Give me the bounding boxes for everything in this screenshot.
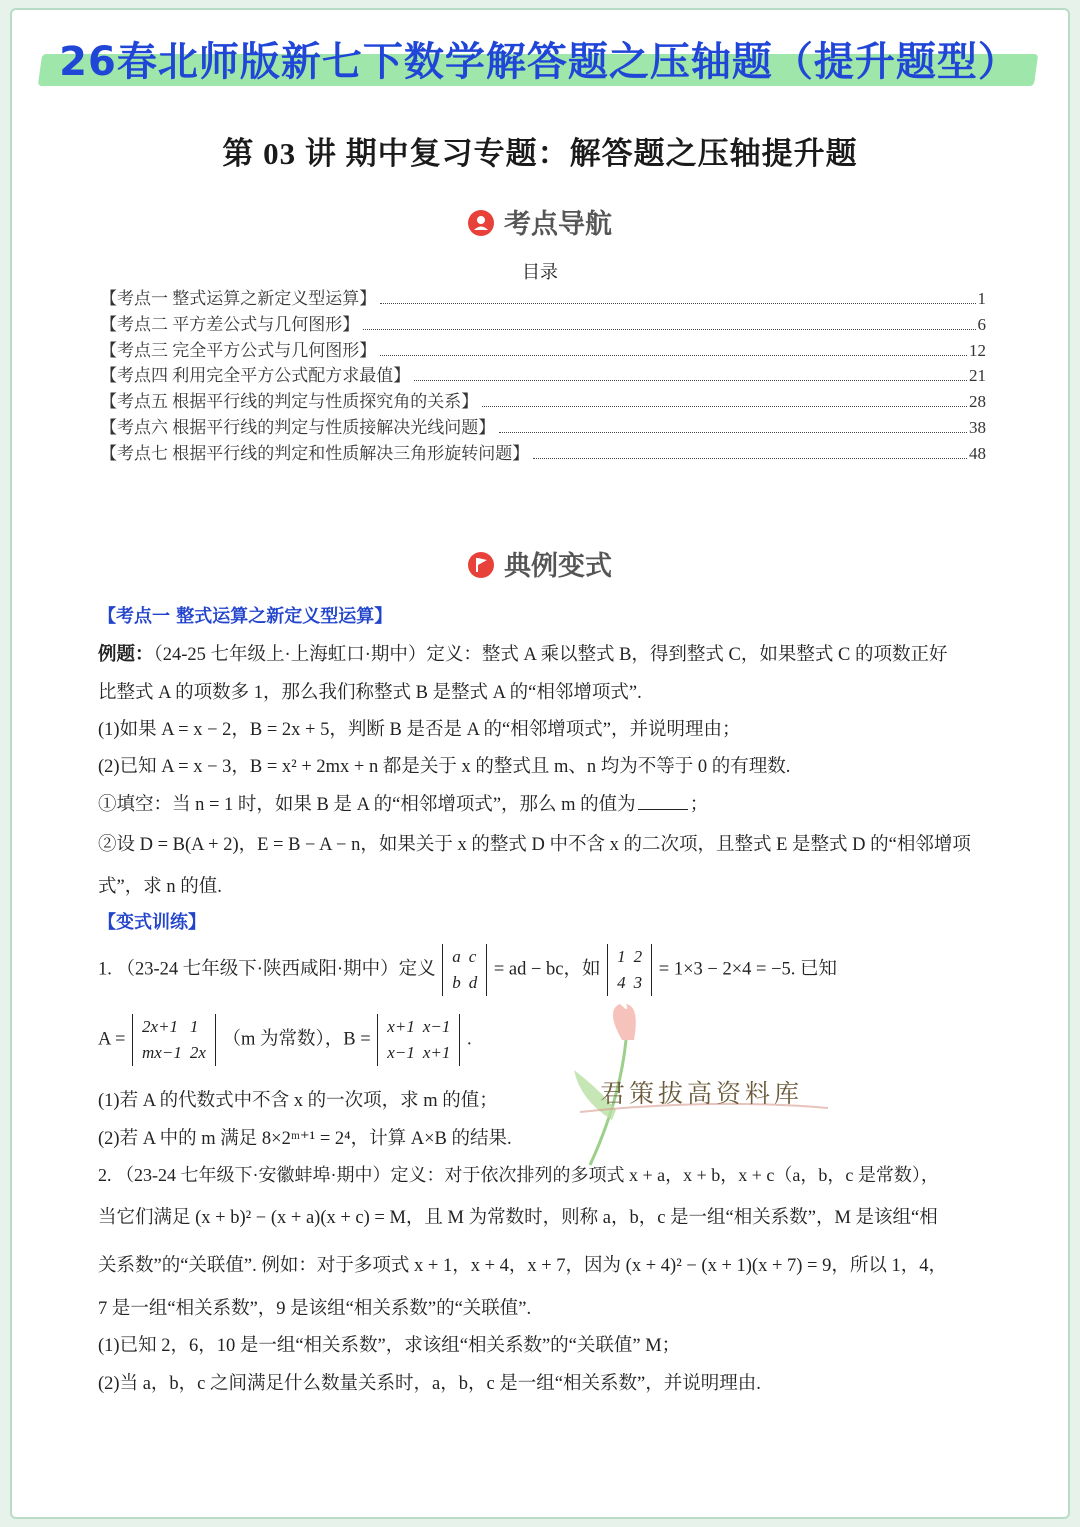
variant-title: 【变式训练】: [98, 912, 206, 933]
toc-page: 1: [977, 289, 986, 308]
toc-page: 12: [969, 340, 986, 360]
toc-row[interactable]: [100, 361, 986, 387]
det-cell: d: [468, 973, 478, 992]
toc-leader: [482, 406, 967, 407]
q2-line-3: 关系数”的“关联值”. 例如：对于多项式 x + 1，x + 4，x + 7，因为 (x + 4)² − (x + 1)(x + 7) = 9，所以 1，4，: [98, 1256, 947, 1276]
det-cell: 2: [633, 947, 643, 966]
q1-line-3: (1)若 A 的代数式中不含 x 的一次项，求 m 的值；: [98, 1091, 498, 1111]
example-line-3: (1)如果 A = x − 2，B = 2x + 5，判断 B 是否是 A 的“相邻增项式”，并说明理由；: [98, 720, 741, 740]
det-cell: b: [452, 973, 461, 992]
example-line-6: ②设 D = B(A + 2)，E = B − A − n，如果关于 x 的整式 D 中不含 x 的二次项，且整式 E 是整式 D 的“相邻增项: [98, 835, 971, 855]
example-line-4: (2)已知 A = x − 3，B = x² + 2mx + n 都是关于 x 的整式且 m、n 均为不等于 0 的有理数.: [98, 757, 791, 777]
answer-blank[interactable]: [638, 809, 688, 810]
watermark: [560, 1000, 840, 1170]
q1-line-2: [98, 1014, 472, 1066]
toc-leader: [380, 355, 967, 356]
det-cell: 2x+1: [142, 1017, 179, 1036]
example-line-7: 式”，求 n 的值.: [98, 877, 222, 897]
toc-label: 【考点六 根据平行线的判定与性质接解决光线问题】: [100, 417, 496, 437]
det-cell: x+1: [387, 1017, 415, 1036]
toc-page: 6: [977, 314, 986, 334]
example-line-5: [98, 790, 708, 816]
q1-text: 1. （23-24 七年级下·陕西咸阳·期中）定义: [98, 959, 436, 980]
det-cell: 1: [617, 947, 626, 966]
det-cell: c: [468, 947, 477, 966]
det-cell: 4: [617, 973, 626, 992]
example-text: ；: [689, 795, 709, 815]
banner-title: 26春北师版新七下数学解答题之压轴题（提升题型）: [59, 39, 1019, 85]
q2-line-4: 7 是一组“相关系数”，9 是该组“相关系数”的“关联值”.: [98, 1299, 532, 1319]
det-cell: 2x: [189, 1043, 206, 1062]
determinant-a: [132, 1014, 216, 1066]
q1-line-4: (2)若 A 中的 m 满足 8×2ᵐ⁺¹ = 2⁴，计算 A×B 的结果.: [98, 1129, 512, 1149]
det-cell: 3: [633, 973, 643, 992]
toc-label: 【考点四 利用完全平方公式配方求最值】: [100, 366, 411, 386]
toc-leader: [499, 432, 967, 433]
q1-text: .: [466, 1029, 472, 1050]
q1-text: = ad − bc，如: [493, 959, 601, 980]
determinant-b: [377, 1014, 460, 1066]
determinant: [607, 944, 652, 996]
toc-page: 48: [969, 443, 986, 463]
banner: [34, 26, 1044, 88]
toc-label: 【考点五 根据平行线的判定与性质探究角的关系】: [100, 392, 479, 412]
toc-page: 38: [969, 417, 986, 437]
toc-leader: [414, 380, 967, 381]
toc-page: 21: [969, 366, 986, 386]
watermark-text: 君策拔高资料库: [600, 1079, 804, 1108]
toc-row[interactable]: [100, 387, 986, 413]
toc-label: 【考点二 平方差公式与几何图形】: [100, 314, 360, 334]
q1-text: （m 为常数），B =: [222, 1029, 371, 1050]
toc-label: 【考点一 整式运算之新定义型运算】: [100, 289, 377, 308]
example-line-2: 比整式 A 的项数多 1，那么我们称整式 B 是整式 A 的“相邻增项式”.: [98, 683, 642, 703]
q1-text: = 1×3 − 2×4 = −5. 已知: [658, 959, 838, 980]
example-text: （24-25 七年级上·上海虹口·期中）定义：整式 A 乘以整式 B，得到整式 C，如果整式 C 的项数正好: [153, 645, 948, 665]
det-cell: 1: [189, 1017, 199, 1036]
toc-leader: [363, 329, 975, 330]
toc-label: 【考点七 根据平行线的判定和性质解决三角形旋转问题】: [100, 443, 530, 463]
toc-leader: [533, 458, 967, 459]
kp1-title: 【考点一 整式运算之新定义型运算】: [98, 606, 393, 627]
toc-row[interactable]: [100, 413, 986, 439]
section-examples-heading: [0, 544, 1080, 583]
q2-line-1: 2. （23-24 七年级下·安徽蚌埠·期中）定义：对于依次排列的多项式 x + a，x + b，x + c（a，b，c 是常数），: [98, 1165, 939, 1185]
example-line-1: [98, 640, 947, 666]
q1-text: A =: [98, 1029, 126, 1050]
toc-page: 28: [969, 392, 986, 412]
det-cell: a: [452, 947, 461, 966]
det-cell: x−1: [422, 1017, 451, 1036]
toc-leader: [380, 303, 975, 304]
person-icon: [468, 210, 494, 236]
section-examples-title: 典例变式: [504, 551, 612, 582]
example-text: ①填空：当 n = 1 时，如果 B 是 A 的“相邻增项式”，那么 m 的值为: [98, 795, 636, 815]
determinant: [442, 944, 487, 996]
toc-row[interactable]: [100, 336, 986, 362]
toc-label: 【考点三 完全平方公式与几何图形】: [100, 340, 377, 360]
q2-line-6: (2)当 a，b，c 之间满足什么数量关系时，a，b，c 是一组“相关系数”，并说明理由.: [98, 1374, 761, 1394]
example-label: 例题：: [98, 644, 154, 665]
toc-title: 目录: [522, 262, 558, 282]
toc-row[interactable]: [100, 310, 986, 336]
toc-row[interactable]: [100, 439, 986, 465]
flag-icon: [468, 552, 494, 578]
section-nav-title: 考点导航: [504, 209, 612, 240]
q2-line-5: (1)已知 2，6，10 是一组“相关系数”，求该组“相关系数”的“关联值” M；: [98, 1336, 681, 1356]
q2-line-2: 当它们满足 (x + b)² − (x + a)(x + c) = M，且 M 为常数时，则称 a，b，c 是一组“相关系数”，M 是该组“相: [98, 1208, 938, 1228]
det-cell: x−1: [387, 1043, 415, 1062]
lecture-title: 第 03 讲 期中复习专题：解答题之压轴提升题: [222, 136, 858, 171]
det-cell: x+1: [422, 1043, 451, 1062]
det-cell: mx−1: [142, 1043, 182, 1062]
q1-line-1: [98, 944, 837, 996]
table-of-contents: [100, 284, 986, 465]
toc-row[interactable]: [100, 284, 986, 310]
section-nav-heading: [0, 202, 1080, 241]
